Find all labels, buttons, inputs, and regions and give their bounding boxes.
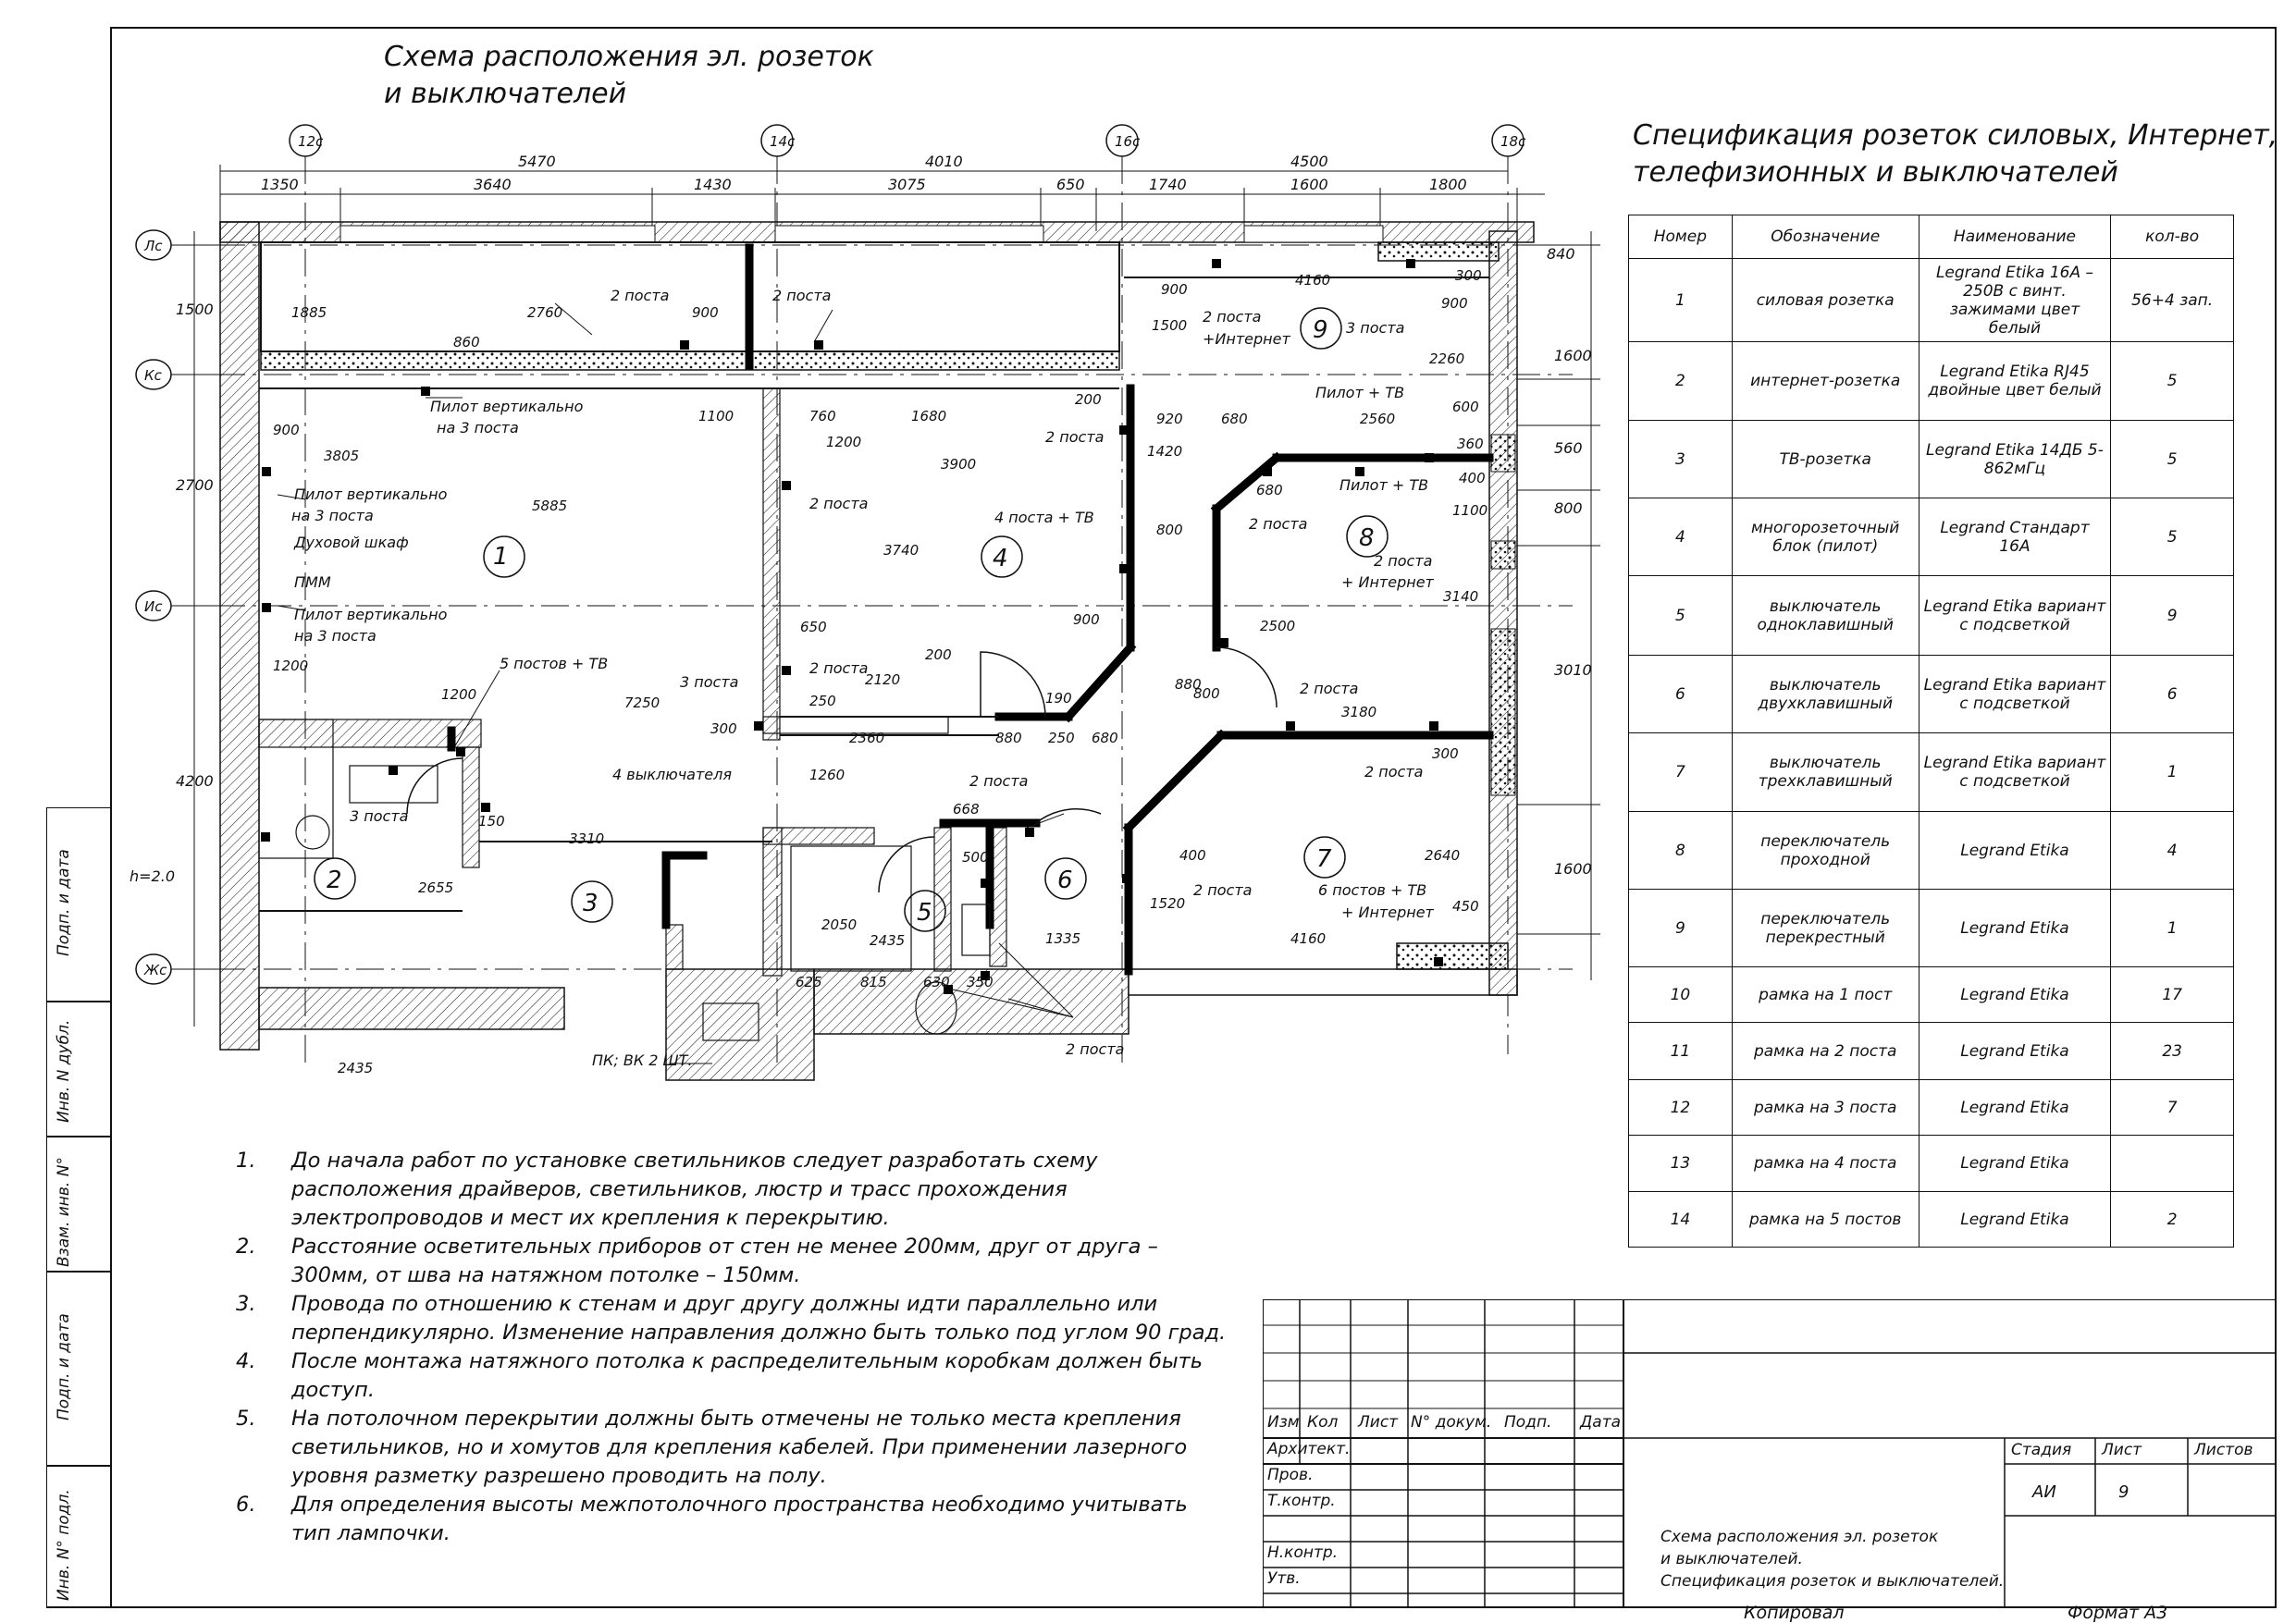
spec-cell: Legrand Etika 16A – 250B с винт. зажимами цвет белый bbox=[1919, 259, 2111, 342]
svg-text:Кс: Кс bbox=[144, 367, 162, 384]
spec-cell: 5 bbox=[2111, 498, 2234, 576]
svg-text:Духовой шкаф: Духовой шкаф bbox=[294, 534, 409, 551]
svg-text:860: 860 bbox=[453, 334, 480, 350]
side-stamp-cell bbox=[46, 1272, 111, 1466]
svg-text:2 поста: 2 поста bbox=[611, 287, 670, 304]
svg-text:300: 300 bbox=[710, 720, 737, 737]
tb-role-ncontrol: Н.контр. bbox=[1267, 1543, 1339, 1562]
spec-cell: 56+4 зап. bbox=[2111, 259, 2234, 342]
spec-cell: рамка на 4 поста bbox=[1732, 1136, 1919, 1192]
svg-text:2435: 2435 bbox=[870, 932, 906, 949]
spec-cell: многорозеточный блок (пилот) bbox=[1732, 498, 1919, 576]
drawing-title-line-1: Схема расположения эл. розеток bbox=[384, 41, 874, 73]
spec-header-name: Наименование bbox=[1919, 215, 2111, 259]
svg-text:2 поста: 2 поста bbox=[1300, 680, 1359, 697]
spec-header-qty: кол-во bbox=[2111, 215, 2234, 259]
table-row bbox=[1629, 498, 2234, 576]
note-line: электропроводов и мест их крепления к перекрытию. bbox=[291, 1206, 890, 1230]
svg-text:12с: 12с bbox=[298, 133, 324, 150]
spec-cell: 23 bbox=[2111, 1023, 2234, 1080]
spec-cell: Legrand Стандарт 16А bbox=[1919, 498, 2111, 576]
svg-text:2640: 2640 bbox=[1425, 847, 1461, 864]
svg-text:840: 840 bbox=[1547, 245, 1575, 263]
svg-text:3310: 3310 bbox=[569, 830, 605, 847]
svg-text:2500: 2500 bbox=[1260, 618, 1296, 634]
spec-cell: 8 bbox=[1629, 812, 1733, 890]
tb-stage-header: Стадия bbox=[2011, 1441, 2072, 1459]
svg-text:450: 450 bbox=[1452, 898, 1479, 915]
svg-text:1740: 1740 bbox=[1149, 176, 1187, 193]
tb-description-line: Спецификация розеток и выключателей. bbox=[1660, 1572, 2005, 1591]
spec-cell: 5 bbox=[1629, 576, 1733, 656]
note-number: 6. bbox=[236, 1493, 256, 1517]
svg-text:5 постов + ТВ: 5 постов + ТВ bbox=[500, 655, 609, 672]
svg-text:900: 900 bbox=[692, 304, 719, 321]
spec-cell: 3 bbox=[1629, 421, 1733, 498]
tb-sheet-header: Лист bbox=[2102, 1441, 2142, 1459]
side-stamp-text: Инв. N° подл. bbox=[55, 1489, 73, 1601]
svg-text:+ Интернет: + Интернет bbox=[1341, 904, 1434, 921]
tb-role-tcontrol: Т.контр. bbox=[1267, 1492, 1336, 1510]
spec-cell: 7 bbox=[2111, 1080, 2234, 1136]
svg-text:4 поста + ТВ: 4 поста + ТВ bbox=[994, 509, 1094, 526]
svg-text:650: 650 bbox=[1056, 176, 1085, 193]
svg-text:Жс: Жс bbox=[144, 962, 167, 978]
svg-text:200: 200 bbox=[1075, 391, 1102, 408]
svg-text:6 постов + ТВ: 6 постов + ТВ bbox=[1318, 881, 1427, 899]
svg-text:Лс: Лс bbox=[144, 238, 163, 254]
table-row bbox=[1629, 1192, 2234, 1248]
table-row bbox=[1629, 967, 2234, 1023]
spec-title bbox=[1633, 117, 2277, 191]
spec-cell: силовая розетка bbox=[1732, 259, 1919, 342]
spec-table-header bbox=[1629, 215, 2234, 259]
svg-text:600: 600 bbox=[1452, 399, 1479, 415]
svg-text:5885: 5885 bbox=[532, 498, 568, 514]
svg-text:3180: 3180 bbox=[1341, 704, 1377, 720]
spec-cell: рамка на 3 поста bbox=[1732, 1080, 1919, 1136]
spec-cell: Legrand Etika bbox=[1919, 1192, 2111, 1248]
svg-text:4200: 4200 bbox=[176, 772, 214, 790]
table-row bbox=[1629, 1136, 2234, 1192]
side-stamp-text: Подп. и дата bbox=[55, 1313, 73, 1420]
spec-cell: 2 bbox=[1629, 342, 1733, 421]
svg-text:1430: 1430 bbox=[694, 176, 732, 193]
spec-cell: 6 bbox=[1629, 656, 1733, 733]
spec-table bbox=[1628, 215, 2234, 1248]
svg-text:1500: 1500 bbox=[1152, 317, 1188, 334]
svg-text:1335: 1335 bbox=[1045, 930, 1081, 947]
tb-stage-value: АИ bbox=[2032, 1482, 2056, 1502]
svg-text:3 поста: 3 поста bbox=[350, 807, 409, 825]
note-number: 5. bbox=[236, 1407, 256, 1431]
svg-text:2 поста: 2 поста bbox=[1193, 881, 1253, 899]
spec-cell: 9 bbox=[2111, 576, 2234, 656]
spec-cell: 4 bbox=[1629, 498, 1733, 576]
svg-text:3: 3 bbox=[583, 890, 599, 917]
tb-role-approved: Утв. bbox=[1267, 1569, 1301, 1588]
tb-col-kol: Кол bbox=[1307, 1413, 1339, 1432]
svg-text:2 поста: 2 поста bbox=[1364, 763, 1424, 781]
svg-text:815: 815 bbox=[860, 974, 887, 990]
svg-text:4: 4 bbox=[993, 545, 1008, 572]
note-line: доступ. bbox=[291, 1378, 375, 1402]
svg-text:500: 500 bbox=[962, 849, 989, 866]
svg-text:1600: 1600 bbox=[1554, 347, 1592, 364]
table-row bbox=[1629, 733, 2234, 812]
note-line: расположения драйверов, светильников, люстр и трасс прохождения bbox=[291, 1177, 1068, 1201]
table-row bbox=[1629, 259, 2234, 342]
svg-text:680: 680 bbox=[1256, 482, 1283, 498]
svg-text:1200: 1200 bbox=[441, 686, 477, 703]
tb-col-list: Лист bbox=[1358, 1413, 1399, 1432]
table-row bbox=[1629, 812, 2234, 890]
spec-cell: интернет-розетка bbox=[1732, 342, 1919, 421]
svg-text:на 3 поста: на 3 поста bbox=[437, 419, 519, 436]
svg-text:800: 800 bbox=[1156, 522, 1183, 538]
side-stamp-cell bbox=[46, 1137, 111, 1272]
svg-text:2360: 2360 bbox=[849, 730, 885, 746]
notes bbox=[236, 1147, 1253, 1554]
spec-cell: переключатель проходной bbox=[1732, 812, 1919, 890]
svg-text:+ Интернет: + Интернет bbox=[1341, 573, 1434, 591]
spec-cell: рамка на 1 пост bbox=[1732, 967, 1919, 1023]
svg-text:3900: 3900 bbox=[941, 456, 977, 473]
svg-text:1100: 1100 bbox=[1452, 502, 1488, 519]
svg-text:2 поста: 2 поста bbox=[772, 287, 832, 304]
svg-text:3 поста: 3 поста bbox=[1346, 319, 1405, 337]
svg-text:900: 900 bbox=[1161, 281, 1188, 298]
tb-col-izm: Изм bbox=[1267, 1413, 1300, 1432]
svg-text:Пилот вертикально: Пилот вертикально bbox=[294, 486, 448, 503]
svg-text:3010: 3010 bbox=[1554, 661, 1592, 679]
spec-cell: Legrand Etika bbox=[1919, 1136, 2111, 1192]
svg-text:3140: 3140 bbox=[1443, 588, 1479, 605]
svg-text:3740: 3740 bbox=[883, 542, 920, 559]
svg-text:360: 360 bbox=[1457, 436, 1484, 452]
svg-text:920: 920 bbox=[1156, 411, 1183, 427]
svg-text:14с: 14с bbox=[770, 133, 796, 150]
spec-cell bbox=[2111, 1136, 2234, 1192]
svg-text:+Интернет: +Интернет bbox=[1203, 330, 1290, 348]
note-line: уровня разметку разрешено проводить на полу. bbox=[291, 1464, 827, 1488]
spec-cell: Legrand Etika bbox=[1919, 1080, 2111, 1136]
note-line: перпендикулярно. Изменение направления должно быть только под углом 90 град. bbox=[291, 1321, 1227, 1345]
side-stamp-text: Взам. инв. N° bbox=[55, 1157, 73, 1267]
spec-title-line-1: Спецификация розеток силовых, Интернет, bbox=[1633, 119, 2278, 152]
svg-text:4010: 4010 bbox=[925, 153, 963, 170]
drawing-title-line-2: и выключателей bbox=[384, 78, 627, 110]
spec-cell: 1 bbox=[2111, 733, 2234, 812]
spec-cell: Legrand Etika RJ45 двойные цвет белый bbox=[1919, 342, 2111, 421]
svg-text:2 поста: 2 поста bbox=[1203, 308, 1262, 326]
spec-cell: ТВ-розетка bbox=[1732, 421, 1919, 498]
note-line: Расстояние осветительных приборов от стен не менее 200мм, друг от друга – bbox=[291, 1235, 1158, 1259]
tb-copied: Копировал bbox=[1744, 1603, 1845, 1623]
svg-text:5: 5 bbox=[917, 899, 932, 927]
svg-text:680: 680 bbox=[1092, 730, 1118, 746]
svg-text:1: 1 bbox=[493, 543, 509, 571]
spec-cell: рамка на 5 постов bbox=[1732, 1192, 1919, 1248]
svg-text:630: 630 bbox=[923, 974, 950, 990]
spec-cell: Legrand Etika bbox=[1919, 1023, 2111, 1080]
svg-text:200: 200 bbox=[925, 646, 952, 663]
svg-text:ПК; ВК 2 ШТ.: ПК; ВК 2 ШТ. bbox=[592, 1051, 693, 1069]
svg-text:300: 300 bbox=[1432, 745, 1459, 762]
svg-text:1800: 1800 bbox=[1429, 176, 1467, 193]
svg-text:Пилот + ТВ: Пилот + ТВ bbox=[1315, 384, 1405, 401]
table-row bbox=[1629, 1023, 2234, 1080]
svg-text:4500: 4500 bbox=[1290, 153, 1328, 170]
svg-text:1200: 1200 bbox=[826, 434, 862, 450]
spec-cell: 5 bbox=[2111, 342, 2234, 421]
spec-cell: выключатель двухклавишный bbox=[1732, 656, 1919, 733]
note-number: 2. bbox=[236, 1235, 256, 1259]
svg-text:2435: 2435 bbox=[338, 1060, 374, 1076]
side-stamp-text: Подп. и дата bbox=[55, 849, 73, 956]
note-number: 1. bbox=[236, 1149, 256, 1173]
svg-text:2050: 2050 bbox=[821, 916, 858, 933]
svg-text:1260: 1260 bbox=[809, 767, 846, 783]
tb-role-checked: Пров. bbox=[1267, 1466, 1314, 1484]
svg-text:1885: 1885 bbox=[291, 304, 327, 321]
spec-cell: 1 bbox=[2111, 890, 2234, 967]
svg-text:5470: 5470 bbox=[518, 153, 556, 170]
svg-text:300: 300 bbox=[1455, 267, 1482, 284]
svg-text:760: 760 bbox=[809, 408, 836, 424]
svg-text:350: 350 bbox=[967, 974, 994, 990]
svg-text:6: 6 bbox=[1057, 867, 1073, 894]
svg-text:7250: 7250 bbox=[624, 695, 660, 711]
svg-text:4 выключателя: 4 выключателя bbox=[612, 766, 732, 783]
svg-text:190: 190 bbox=[1045, 690, 1072, 707]
svg-text:150: 150 bbox=[478, 813, 505, 830]
tb-description-line: Схема расположения эл. розеток bbox=[1660, 1528, 1939, 1546]
svg-text:2 поста: 2 поста bbox=[1249, 515, 1308, 533]
note-line: светильников, но и хомутов для крепления кабелей. При применении лазерного bbox=[291, 1435, 1188, 1459]
table-row bbox=[1629, 656, 2234, 733]
svg-text:2 поста: 2 поста bbox=[1374, 552, 1433, 570]
spec-cell: 12 bbox=[1629, 1080, 1733, 1136]
svg-text:ПММ: ПММ bbox=[294, 573, 331, 591]
note-line: тип лампочки. bbox=[291, 1521, 451, 1545]
svg-text:2560: 2560 bbox=[1360, 411, 1396, 427]
svg-text:880: 880 bbox=[1175, 676, 1202, 693]
spec-header-designation: Обозначение bbox=[1732, 215, 1919, 259]
spec-cell: Legrand Etika вариант с подсветкой bbox=[1919, 576, 2111, 656]
svg-text:2700: 2700 bbox=[176, 476, 214, 494]
svg-text:400: 400 bbox=[1179, 847, 1206, 864]
svg-text:2760: 2760 bbox=[527, 304, 563, 321]
note-line: После монтажа натяжного потолка к распределительным коробкам должен быть bbox=[291, 1349, 1203, 1373]
svg-text:250: 250 bbox=[1048, 730, 1075, 746]
spec-cell: Legrand Etika bbox=[1919, 967, 2111, 1023]
svg-text:18с: 18с bbox=[1500, 133, 1526, 150]
svg-text:3 поста: 3 поста bbox=[680, 673, 739, 691]
svg-text:1520: 1520 bbox=[1150, 895, 1186, 912]
svg-text:h=2.0: h=2.0 bbox=[130, 867, 175, 885]
svg-text:880: 880 bbox=[995, 730, 1022, 746]
svg-text:3075: 3075 bbox=[888, 176, 926, 193]
svg-text:на 3 поста: на 3 поста bbox=[294, 627, 376, 645]
spec-cell: 10 bbox=[1629, 967, 1733, 1023]
spec-cell: Legrand Etika bbox=[1919, 890, 2111, 967]
spec-cell: 4 bbox=[2111, 812, 2234, 890]
table-row bbox=[1629, 342, 2234, 421]
side-stamp-text: Инв. N дубл. bbox=[55, 1019, 73, 1123]
svg-text:2 поста: 2 поста bbox=[1066, 1040, 1125, 1058]
note-line: Для определения высоты межпотолочного пространства необходимо учитывать bbox=[291, 1493, 1188, 1517]
side-stamp-cell bbox=[46, 1002, 111, 1137]
svg-text:9: 9 bbox=[1313, 316, 1328, 344]
svg-text:1500: 1500 bbox=[176, 301, 214, 318]
svg-text:8: 8 bbox=[1359, 524, 1375, 552]
spec-cell: переключатель перекрестный bbox=[1732, 890, 1919, 967]
note-line: Провода по отношению к стенам и друг другу должны идти параллельно или bbox=[291, 1292, 1158, 1316]
spec-cell: рамка на 2 поста bbox=[1732, 1023, 1919, 1080]
spec-title-line-2: телефизионных и выключателей bbox=[1633, 156, 2118, 189]
side-stamp-cell bbox=[46, 1466, 111, 1607]
tb-col-sign: Подп. bbox=[1504, 1413, 1552, 1432]
svg-text:3640: 3640 bbox=[474, 176, 512, 193]
tb-description bbox=[1660, 1526, 2004, 1592]
svg-text:1420: 1420 bbox=[1147, 443, 1183, 460]
note-line: До начала работ по установке светильников следует разработать схему bbox=[291, 1149, 1098, 1173]
svg-text:1200: 1200 bbox=[273, 658, 309, 674]
table-row bbox=[1629, 421, 2234, 498]
note-line: На потолочном перекрытии должны быть отмечены не только места крепления bbox=[291, 1407, 1181, 1431]
spec-cell: 13 bbox=[1629, 1136, 1733, 1192]
svg-text:668: 668 bbox=[953, 801, 980, 818]
tb-sheet-value: 9 bbox=[2118, 1482, 2129, 1502]
svg-text:1350: 1350 bbox=[261, 176, 299, 193]
spec-cell: Legrand Etika вариант с подсветкой bbox=[1919, 656, 2111, 733]
svg-text:560: 560 bbox=[1554, 439, 1583, 457]
svg-text:2 поста: 2 поста bbox=[969, 772, 1029, 790]
svg-text:Ис: Ис bbox=[144, 598, 163, 615]
spec-cell: 6 bbox=[2111, 656, 2234, 733]
svg-text:Пилот вертикально: Пилот вертикально bbox=[430, 398, 584, 415]
spec-cell: выключатель трехклавишный bbox=[1732, 733, 1919, 812]
svg-text:900: 900 bbox=[273, 422, 300, 438]
svg-text:800: 800 bbox=[1554, 499, 1583, 517]
svg-text:2120: 2120 bbox=[865, 671, 901, 688]
svg-text:2260: 2260 bbox=[1429, 350, 1465, 367]
spec-cell: выключатель одноклавишный bbox=[1732, 576, 1919, 656]
svg-text:800: 800 bbox=[1193, 685, 1220, 702]
plan-labels bbox=[130, 133, 1592, 1076]
svg-text:2 поста: 2 поста bbox=[809, 495, 869, 512]
svg-text:900: 900 bbox=[1441, 295, 1468, 312]
svg-text:1100: 1100 bbox=[698, 408, 734, 424]
svg-text:2 поста: 2 поста bbox=[809, 659, 869, 677]
spec-cell: 2 bbox=[2111, 1192, 2234, 1248]
spec-cell: 1 bbox=[1629, 259, 1733, 342]
side-stamp-cell bbox=[46, 807, 111, 1002]
spec-cell: Legrand Etika вариант с подсветкой bbox=[1919, 733, 2111, 812]
svg-text:7: 7 bbox=[1316, 845, 1332, 873]
tb-col-doc: N° докум. bbox=[1411, 1413, 1492, 1432]
svg-text:1600: 1600 bbox=[1554, 860, 1592, 878]
spec-cell: Legrand Etika bbox=[1919, 812, 2111, 890]
svg-text:2: 2 bbox=[327, 867, 342, 894]
svg-text:625: 625 bbox=[796, 974, 822, 990]
svg-text:Пилот + ТВ: Пилот + ТВ bbox=[1339, 476, 1429, 494]
tb-col-date: Дата bbox=[1580, 1413, 1622, 1432]
svg-text:4160: 4160 bbox=[1295, 272, 1331, 289]
tb-format: Формат А3 bbox=[2068, 1603, 2168, 1623]
svg-text:16с: 16с bbox=[1115, 133, 1141, 150]
spec-cell: 9 bbox=[1629, 890, 1733, 967]
table-row bbox=[1629, 576, 2234, 656]
spec-cell: 14 bbox=[1629, 1192, 1733, 1248]
svg-text:2655: 2655 bbox=[418, 879, 454, 896]
svg-text:3805: 3805 bbox=[324, 448, 360, 464]
svg-text:на 3 поста: на 3 поста bbox=[291, 507, 374, 524]
svg-text:Пилот вертикально: Пилот вертикально bbox=[294, 606, 448, 623]
table-row bbox=[1629, 1080, 2234, 1136]
table-row bbox=[1629, 890, 2234, 967]
tb-description-line: и выключателей. bbox=[1660, 1550, 1803, 1568]
svg-text:400: 400 bbox=[1459, 470, 1486, 486]
spec-header-number: Номер bbox=[1629, 215, 1733, 259]
note-line: 300мм, от шва на натяжном потолке – 150мм. bbox=[291, 1263, 801, 1287]
svg-text:1680: 1680 bbox=[911, 408, 947, 424]
svg-text:4160: 4160 bbox=[1290, 930, 1327, 947]
spec-cell: Legrand Etika 14ДБ 5-862мГц bbox=[1919, 421, 2111, 498]
tb-role-architect: Архитект. bbox=[1267, 1440, 1351, 1458]
svg-text:900: 900 bbox=[1073, 611, 1100, 628]
tb-sheets-header: Листов bbox=[2194, 1441, 2253, 1459]
svg-text:680: 680 bbox=[1221, 411, 1248, 427]
spec-cell: 17 bbox=[2111, 967, 2234, 1023]
spec-cell: 11 bbox=[1629, 1023, 1733, 1080]
spec-cell: 5 bbox=[2111, 421, 2234, 498]
svg-text:250: 250 bbox=[809, 693, 836, 709]
svg-text:2 поста: 2 поста bbox=[1045, 428, 1105, 446]
note-number: 4. bbox=[236, 1349, 256, 1373]
note-number: 3. bbox=[236, 1292, 256, 1316]
svg-text:1600: 1600 bbox=[1290, 176, 1328, 193]
svg-text:650: 650 bbox=[800, 619, 827, 635]
drawing-title bbox=[384, 39, 874, 113]
floor-plan bbox=[136, 125, 1600, 1080]
spec-cell: 7 bbox=[1629, 733, 1733, 812]
